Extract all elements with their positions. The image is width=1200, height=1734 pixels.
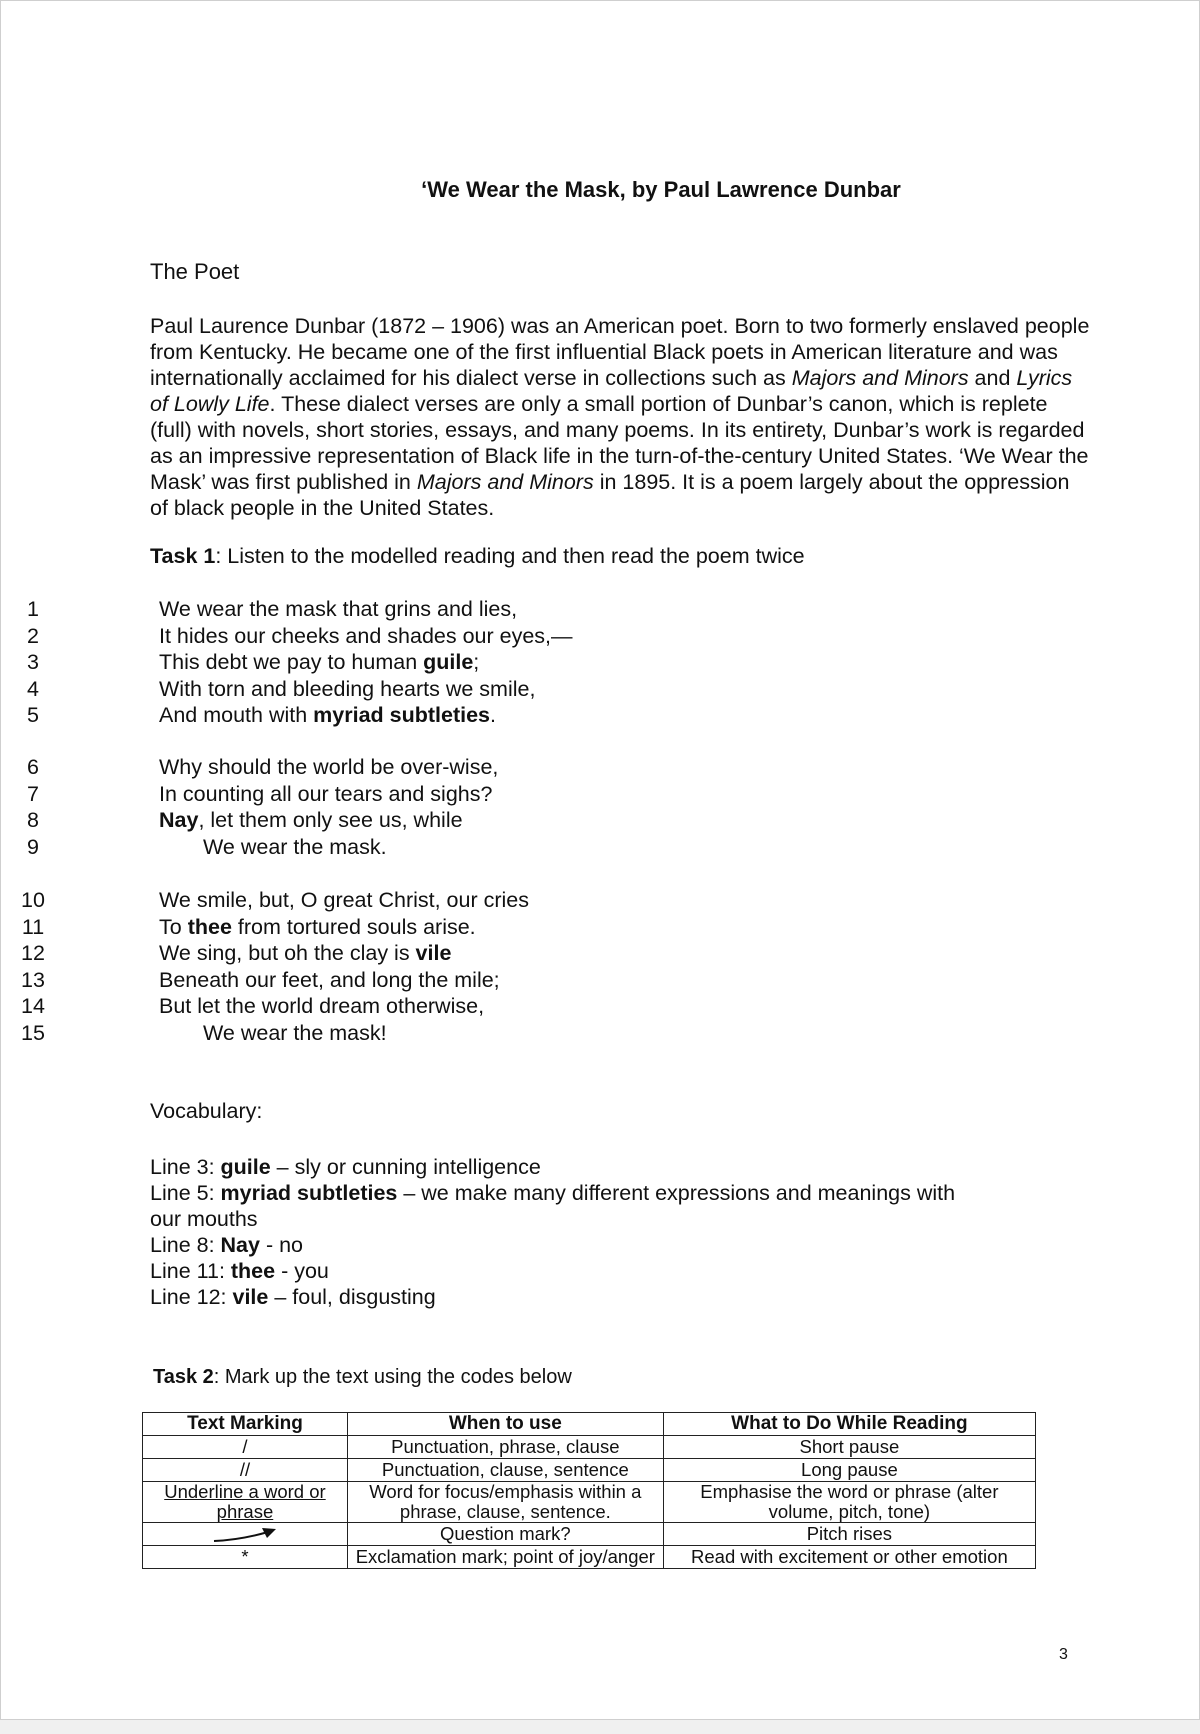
bio-text: and xyxy=(968,366,1017,390)
vocab-text: - you xyxy=(275,1259,329,1283)
vocab-word: guile xyxy=(423,650,474,674)
line-fragment: This debt we pay to human xyxy=(159,650,424,674)
line-fragment: To xyxy=(159,914,188,939)
table-cell: Exclamation mark; point of joy/anger xyxy=(347,1546,663,1569)
bio-text: in 1895. It is a poem largely about the oppression of black people in the United States. xyxy=(150,470,1070,520)
poem-line xyxy=(1,597,701,624)
line-text xyxy=(159,650,479,675)
vocab-term: guile xyxy=(220,1155,271,1179)
line-text xyxy=(159,677,535,702)
vocab-text: – sly or cunning intelligence xyxy=(270,1155,541,1179)
line-fragment: We wear the mask. xyxy=(203,834,387,859)
table-header: When to use xyxy=(347,1413,663,1436)
line-fragment: We sing, but oh the clay is xyxy=(159,941,416,965)
task1-instruction xyxy=(150,544,805,569)
vocab-text: Line 11: xyxy=(150,1259,231,1283)
table-cell: Read with excitement or other emotion xyxy=(663,1546,1035,1569)
vocab-text: Line 12: xyxy=(150,1285,233,1309)
poem-line xyxy=(1,1021,701,1048)
task2-text: : Mark up the text using the codes below xyxy=(213,1366,572,1388)
line-text xyxy=(159,597,517,622)
table-cell: Question mark? xyxy=(347,1523,663,1546)
table-cell: * xyxy=(143,1546,348,1569)
table-cell: Short pause xyxy=(663,1436,1035,1459)
vocab-text: Line 8: xyxy=(150,1233,221,1257)
line-text xyxy=(159,755,498,780)
page-number: 3 xyxy=(1059,1646,1068,1663)
line-number: 7 xyxy=(27,781,39,806)
vocab-text: – we make many different expressions and meanings with our mouths xyxy=(150,1181,956,1231)
section-heading: The Poet xyxy=(150,259,240,284)
vocabulary-heading: Vocabulary: xyxy=(150,1099,263,1123)
line-fragment: . xyxy=(490,703,496,727)
vocab-entry xyxy=(150,1232,1070,1258)
table-cell: // xyxy=(143,1459,348,1482)
table-cell: Emphasise the word or phrase (alter volume, pitch, tone) xyxy=(663,1482,1035,1523)
vocab-word: thee xyxy=(187,914,232,939)
bio-text: Paul Laurence Dunbar (1872 – 1906) was an American poet. Born to two formerly enslaved people from Kentucky. He became one of the first influential Black poets in American literature and was internationally acclaimed for his dialect verse in collections such as xyxy=(150,314,1090,390)
line-fragment: from tortured souls arise. xyxy=(231,914,476,939)
table-cell: Pitch rises xyxy=(663,1523,1035,1546)
table-cell: Punctuation, clause, sentence xyxy=(347,1459,663,1482)
vocab-text: Line 3: xyxy=(150,1155,221,1179)
vocabulary-list xyxy=(150,1154,1070,1310)
poem-line xyxy=(1,968,701,995)
table-header-row xyxy=(143,1413,1036,1436)
line-number: 4 xyxy=(27,676,39,701)
table-row xyxy=(143,1546,1036,1569)
line-fragment: We wear the mask! xyxy=(203,1020,387,1045)
line-text xyxy=(159,782,492,807)
line-text xyxy=(159,915,476,940)
rising-arrow-icon xyxy=(210,1526,280,1544)
table-row xyxy=(143,1459,1036,1482)
table-cell: Word for focus/emphasis within a phrase, clause, sentence. xyxy=(347,1482,663,1523)
line-number: 9 xyxy=(27,834,39,859)
line-text xyxy=(159,703,496,728)
vocab-entry xyxy=(150,1258,1070,1284)
line-fragment: We smile, but, O great Christ, our cries xyxy=(159,888,529,912)
poem-line xyxy=(1,703,701,730)
task2-label: Task 2 xyxy=(153,1366,214,1388)
line-number: 12 xyxy=(21,941,45,965)
line-number: 13 xyxy=(21,967,45,992)
line-number: 10 xyxy=(21,888,45,912)
vocab-text: Line 5: xyxy=(150,1181,221,1205)
bio-text: . These dialect verses are only a small portion of Dunbar’s canon, which is replete (full) with novels, short stories, essays, and many poems. In its entirety, Dunbar’s work is regarded as an impressive representation of Black life in the turn-of-the-century United States. ‘We Wear the Mask’ was first published in xyxy=(150,392,1089,494)
poem-line xyxy=(1,808,701,835)
line-fragment: And mouth with xyxy=(159,703,314,727)
line-fragment: Why should the world be over-wise, xyxy=(159,755,499,779)
poem-line xyxy=(1,650,701,677)
table-row xyxy=(143,1482,1036,1523)
line-number: 8 xyxy=(27,808,39,832)
book-title-italic: Lyrics of Lowly Life xyxy=(150,366,1073,416)
vocab-term: vile xyxy=(232,1285,269,1309)
book-title-italic: Majors and Minors xyxy=(416,470,594,494)
line-fragment: We wear the mask that grins and lies, xyxy=(159,597,518,621)
line-text xyxy=(159,808,463,833)
poem-line xyxy=(1,677,701,704)
vocab-entry xyxy=(150,1154,1070,1180)
line-fragment: , let them only see us, while xyxy=(198,808,463,832)
table-header: Text Marking xyxy=(143,1413,348,1436)
poem-line xyxy=(1,782,701,809)
line-text xyxy=(203,1021,387,1046)
line-fragment: But let the world dream otherwise, xyxy=(159,994,485,1018)
line-text xyxy=(159,941,451,966)
line-fragment: In counting all our tears and sighs? xyxy=(159,781,493,806)
line-number: 14 xyxy=(21,994,45,1018)
vocab-word: vile xyxy=(415,941,452,965)
line-fragment: ; xyxy=(473,650,480,674)
line-number: 15 xyxy=(21,1020,45,1045)
line-fragment: It hides our cheeks and shades our eyes,— xyxy=(159,623,573,648)
task1-label: Task 1 xyxy=(150,544,216,568)
line-text xyxy=(203,835,387,860)
poem-line xyxy=(1,941,701,968)
line-number: 3 xyxy=(27,650,39,674)
vocab-entry xyxy=(150,1180,980,1232)
vocab-term: myriad subtleties xyxy=(220,1181,398,1205)
table-header: What to Do While Reading xyxy=(663,1413,1035,1436)
line-fragment: Beneath our feet, and long the mile; xyxy=(159,967,500,992)
line-text xyxy=(159,968,500,993)
vocab-term: thee xyxy=(230,1259,276,1283)
document-title: ‘We Wear the Mask, by Paul Lawrence Dunbar xyxy=(421,177,901,202)
table-cell: Underline a word or phrase xyxy=(143,1482,348,1523)
poem-line xyxy=(1,624,701,651)
vocab-text: - no xyxy=(259,1233,304,1257)
marking-codes-table xyxy=(142,1412,1036,1569)
line-text xyxy=(159,994,484,1019)
task1-text: : Listen to the modelled reading and then read the poem twice xyxy=(215,544,805,568)
vocab-text: – foul, disgusting xyxy=(268,1285,436,1309)
line-number: 6 xyxy=(27,755,39,779)
poem-line xyxy=(1,994,701,1021)
vocab-word: Nay xyxy=(159,808,199,832)
line-fragment: With torn and bleeding hearts we smile, xyxy=(159,676,536,701)
bottom-bar xyxy=(0,1720,1200,1734)
poet-biography xyxy=(150,313,1090,521)
vocab-term: Nay xyxy=(220,1233,260,1257)
poem-line xyxy=(1,835,701,862)
book-title-italic: Majors and Minors xyxy=(791,366,969,390)
table-cell: Long pause xyxy=(663,1459,1035,1482)
line-text xyxy=(159,888,529,913)
poem-line xyxy=(1,915,701,942)
line-number: 5 xyxy=(27,703,39,727)
vocab-entry xyxy=(150,1284,1070,1310)
task2-instruction xyxy=(153,1366,572,1389)
table-row xyxy=(143,1523,1036,1546)
line-number: 11 xyxy=(21,914,45,939)
table-row xyxy=(143,1436,1036,1459)
vocab-word: myriad subtleties xyxy=(313,703,491,727)
poem-line xyxy=(1,755,701,782)
poem-line xyxy=(1,888,701,915)
table-cell: Punctuation, phrase, clause xyxy=(347,1436,663,1459)
line-number: 1 xyxy=(27,597,39,621)
table-cell: / xyxy=(143,1436,348,1459)
line-number: 2 xyxy=(27,623,39,648)
line-text xyxy=(159,624,573,649)
table-cell xyxy=(143,1523,348,1546)
